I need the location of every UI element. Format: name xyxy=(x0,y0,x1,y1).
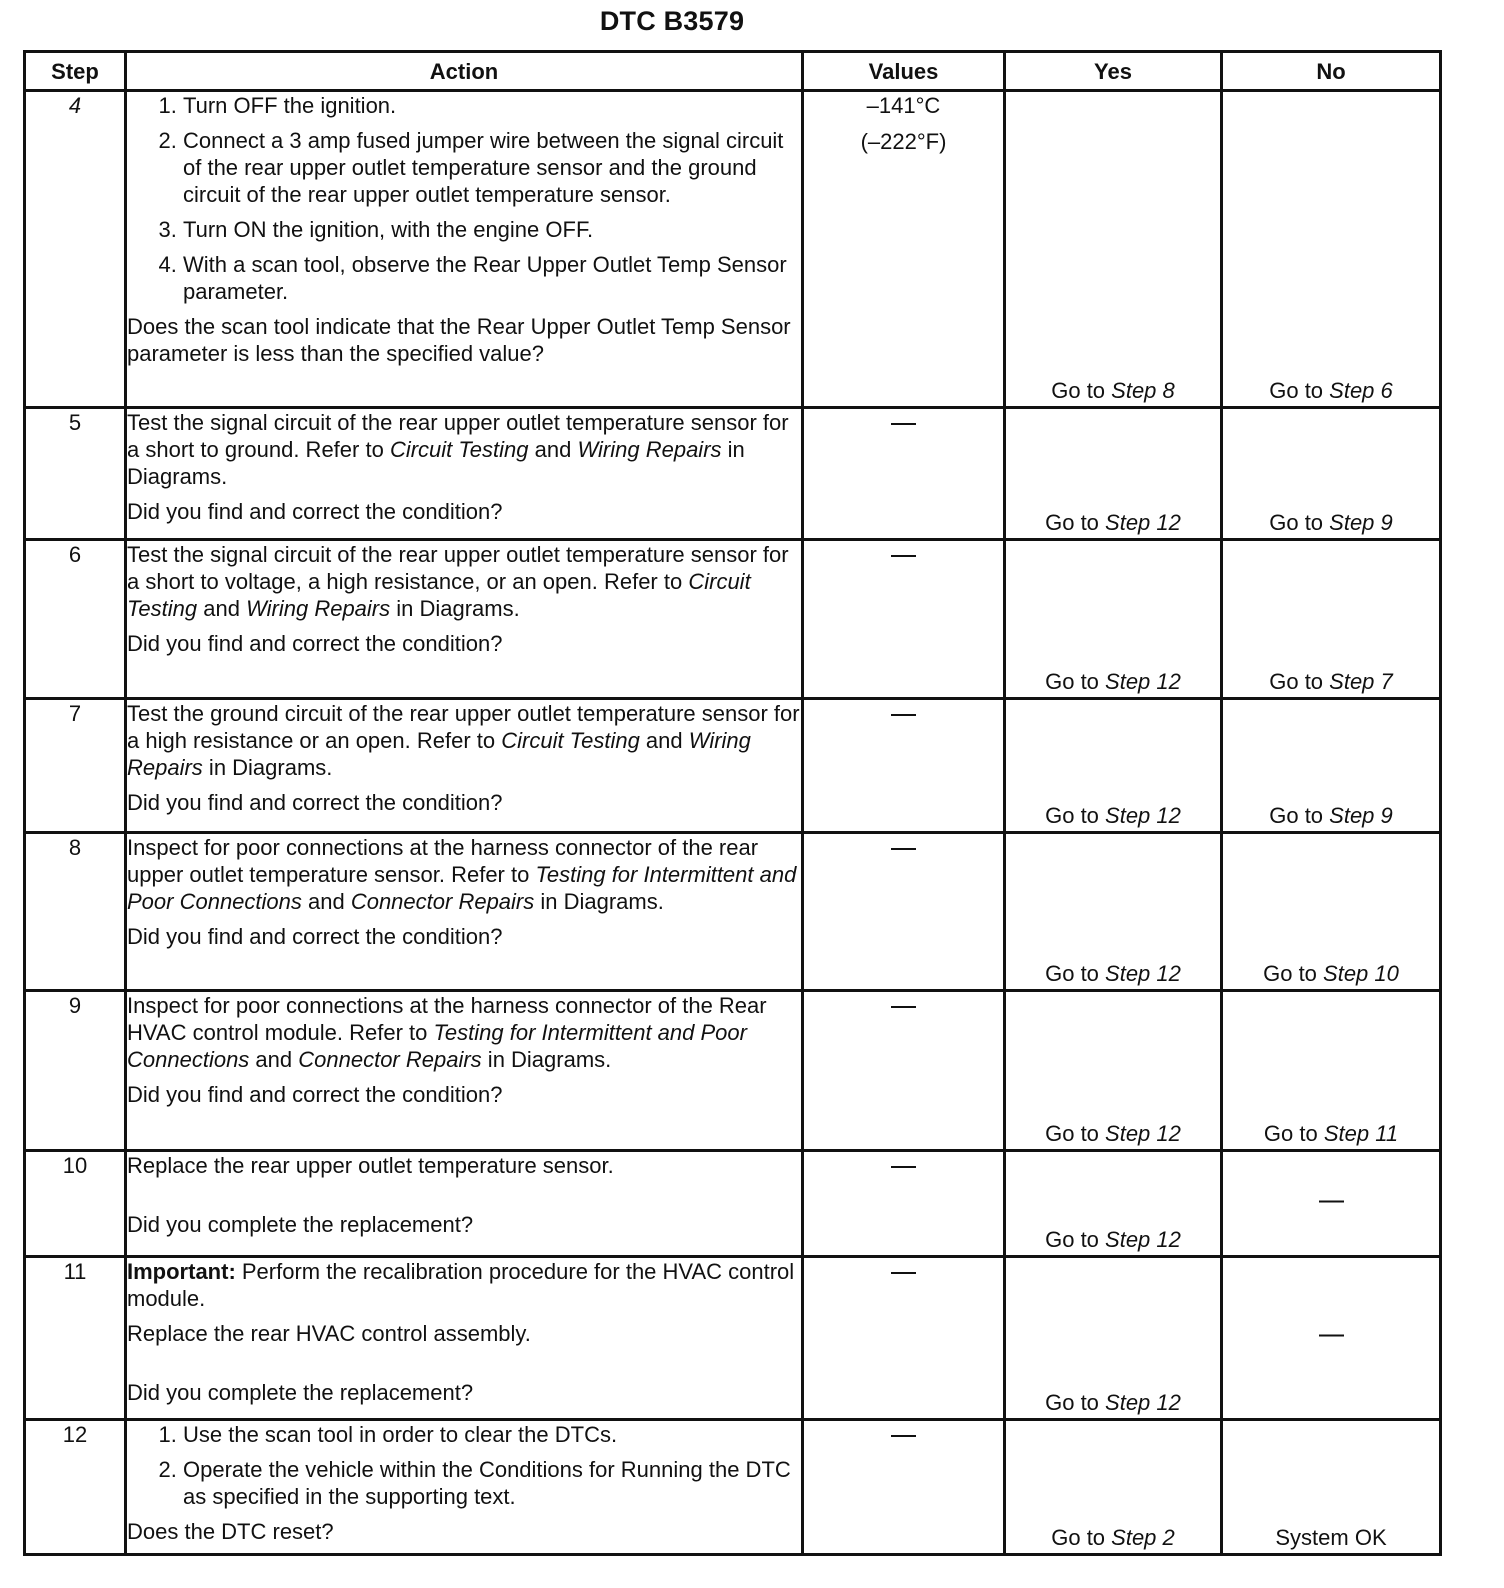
table-row xyxy=(25,991,1441,1151)
action-step: 1. Use the scan tool in order to clear the DTCs. xyxy=(183,1421,801,1448)
header-values: Values xyxy=(803,52,1005,91)
no-goto-link[interactable]: Go to Step 11 xyxy=(1263,1121,1399,1146)
no-cell xyxy=(1222,1257,1441,1420)
header-yes: Yes xyxy=(1005,52,1222,91)
yes-cell xyxy=(1005,1420,1222,1555)
action-cell xyxy=(126,1151,803,1257)
values-cell xyxy=(803,991,1005,1151)
action-cell xyxy=(126,408,803,540)
dash-placeholder xyxy=(1319,1335,1344,1337)
reference-wiring-repairs: Wiring Repairs xyxy=(246,596,391,621)
yes-goto-link[interactable]: Go to Step 12 xyxy=(1045,803,1181,828)
no-result-text: System OK xyxy=(1275,1525,1387,1550)
action-step: 2. Connect a 3 amp fused jumper wire between the signal circuit of the rear upper outlet temperature sensor and the ground circuit of the rear upper outlet temperature sensor. xyxy=(183,127,801,208)
dash-placeholder xyxy=(891,1006,916,1008)
no-cell xyxy=(1222,1420,1441,1555)
yes-cell xyxy=(1005,833,1222,991)
values-cell xyxy=(803,1151,1005,1257)
action-question: Did you complete the replacement? xyxy=(127,1380,474,1405)
yes-goto-link[interactable]: Go to Step 12 xyxy=(1045,1390,1181,1415)
values-cell xyxy=(803,1257,1005,1420)
step-number: 11 xyxy=(25,1257,126,1420)
no-cell xyxy=(1222,91,1441,408)
no-goto-link[interactable]: Go to Step 9 xyxy=(1269,510,1393,535)
reference-testing-intermittent: Testing for Intermittent and Poor Connections xyxy=(127,862,797,914)
values-cell xyxy=(803,699,1005,833)
action-text: Test the signal circuit of the rear upper outlet temperature sensor for a short to ground. Refer to Circuit Testing and Wiring Repairs in Diagrams. xyxy=(127,410,789,489)
table-row xyxy=(25,1420,1441,1555)
yes-cell xyxy=(1005,699,1222,833)
table-header-row xyxy=(25,52,1441,91)
action-text: Replace the rear upper outlet temperature sensor. xyxy=(127,1153,614,1178)
action-cell xyxy=(126,1420,803,1555)
values-cell xyxy=(803,1420,1005,1555)
dash-placeholder xyxy=(891,714,916,716)
no-cell xyxy=(1222,699,1441,833)
yes-goto-link[interactable]: Go to Step 2 xyxy=(1051,1525,1175,1550)
yes-cell xyxy=(1005,540,1222,699)
step-number: 6 xyxy=(25,540,126,699)
step-number: 5 xyxy=(25,408,126,540)
step-number: 10 xyxy=(25,1151,126,1257)
dash-placeholder xyxy=(891,1166,916,1168)
important-note: Important: Perform the recalibration procedure for the HVAC control module. xyxy=(127,1259,795,1311)
reference-connector-repairs: Connector Repairs xyxy=(350,889,535,914)
reference-connector-repairs: Connector Repairs xyxy=(298,1047,482,1072)
no-cell xyxy=(1222,540,1441,699)
step-number: 4 xyxy=(25,91,126,408)
yes-goto-link[interactable]: Go to Step 12 xyxy=(1045,1121,1181,1146)
no-goto-link[interactable]: Go to Step 6 xyxy=(1269,378,1393,403)
no-not-applicable xyxy=(1223,1321,1439,1356)
important-label: Important: xyxy=(127,1259,236,1284)
reference-testing-intermittent: Testing for Intermittent and Poor Connections xyxy=(127,1020,747,1072)
action-question: Did you find and correct the condition? xyxy=(127,924,503,949)
table-row xyxy=(25,1151,1441,1257)
action-cell xyxy=(126,991,803,1151)
values-cell xyxy=(803,833,1005,991)
header-no: No xyxy=(1222,52,1441,91)
no-cell xyxy=(1222,1151,1441,1257)
yes-cell xyxy=(1005,1257,1222,1420)
action-text: Inspect for poor connections at the harness connector of the Rear HVAC control module. Refer to Testing for Intermittent and Poor Connections and Connector Repairs in Diagrams. xyxy=(127,993,767,1072)
value-fahrenheit: (–222°F) xyxy=(860,129,947,154)
dash-placeholder xyxy=(891,848,916,850)
no-goto-link[interactable]: Go to Step 10 xyxy=(1263,961,1399,986)
action-cell xyxy=(126,540,803,699)
dash-placeholder xyxy=(891,423,916,425)
document-title: DTC B3579 xyxy=(599,6,745,36)
action-question: Did you find and correct the condition? xyxy=(127,1082,503,1107)
table-row xyxy=(25,91,1441,408)
step-number: 12 xyxy=(25,1420,126,1555)
action-question: Did you find and correct the condition? xyxy=(127,499,503,524)
yes-cell xyxy=(1005,991,1222,1151)
action-cell xyxy=(126,833,803,991)
action-step-list xyxy=(127,1421,801,1510)
no-goto-link[interactable]: Go to Step 7 xyxy=(1269,669,1393,694)
reference-circuit-testing: Circuit Testing xyxy=(127,569,751,621)
yes-goto-link[interactable]: Go to Step 12 xyxy=(1045,510,1181,535)
table-row xyxy=(25,699,1441,833)
header-action: Action xyxy=(126,52,803,91)
no-cell xyxy=(1222,991,1441,1151)
action-question: Does the DTC reset? xyxy=(127,1519,334,1544)
reference-circuit-testing: Circuit Testing xyxy=(389,437,529,462)
action-step: 3. Turn ON the ignition, with the engine OFF. xyxy=(183,216,801,243)
action-question: Did you find and correct the condition? xyxy=(127,631,503,656)
action-text: Test the ground circuit of the rear upper outlet temperature sensor for a high resistance or an open. Refer to Circuit Testing and Wiring Repairs in Diagrams. xyxy=(127,701,800,780)
step-number: 8 xyxy=(25,833,126,991)
no-goto-link[interactable]: Go to Step 9 xyxy=(1269,803,1393,828)
no-cell xyxy=(1222,408,1441,540)
yes-goto-link[interactable]: Go to Step 12 xyxy=(1045,961,1181,986)
action-cell xyxy=(126,1257,803,1420)
table-row xyxy=(25,833,1441,991)
reference-circuit-testing: Circuit Testing xyxy=(501,728,640,753)
values-cell xyxy=(803,91,1005,408)
table-row xyxy=(25,1257,1441,1420)
table-row xyxy=(25,540,1441,699)
reference-wiring-repairs: Wiring Repairs xyxy=(127,728,751,780)
reference-wiring-repairs: Wiring Repairs xyxy=(577,437,722,462)
values-cell xyxy=(803,408,1005,540)
action-cell xyxy=(126,699,803,833)
table-row xyxy=(25,408,1441,540)
action-text: Inspect for poor connections at the harness connector of the rear upper outlet temperature sensor. Refer to Testing for Intermittent and Poor Connections and Connector Repairs in Diagrams. xyxy=(127,835,797,914)
action-text: Test the signal circuit of the rear upper outlet temperature sensor for a short to voltage, a high resistance, or an open. Refer to Circuit Testing and Wiring Repairs in Diagrams. xyxy=(127,542,789,621)
dash-placeholder xyxy=(891,1272,916,1274)
yes-goto-link[interactable]: Go to Step 12 xyxy=(1045,669,1181,694)
yes-cell xyxy=(1005,408,1222,540)
no-cell xyxy=(1222,833,1441,991)
step-number: 7 xyxy=(25,699,126,833)
action-step: 2. Operate the vehicle within the Conditions for Running the DTC as specified in the supporting text. xyxy=(183,1456,801,1510)
step-number: 9 xyxy=(25,991,126,1151)
action-step: 1. Turn OFF the ignition. xyxy=(183,92,801,119)
values-cell xyxy=(803,540,1005,699)
diagnostic-table xyxy=(23,50,1442,1556)
action-text: Replace the rear HVAC control assembly. xyxy=(127,1321,531,1346)
action-cell xyxy=(126,91,803,408)
yes-goto-link[interactable]: Go to Step 8 xyxy=(1051,378,1175,403)
dash-placeholder xyxy=(1319,1200,1344,1202)
action-step-list xyxy=(127,92,801,305)
dash-placeholder xyxy=(891,555,916,557)
dash-placeholder xyxy=(891,1435,916,1437)
action-question: Did you complete the replacement? xyxy=(127,1212,474,1237)
header-step: Step xyxy=(25,52,126,91)
action-step: 4. With a scan tool, observe the Rear Upper Outlet Temp Sensor parameter. xyxy=(183,251,801,305)
yes-cell xyxy=(1005,91,1222,408)
value-celsius: –141°C xyxy=(866,93,941,118)
yes-cell xyxy=(1005,1151,1222,1257)
action-question: Did you find and correct the condition? xyxy=(127,790,503,815)
action-question: Does the scan tool indicate that the Rear Upper Outlet Temp Sensor parameter is less than the specified value? xyxy=(127,314,791,366)
no-not-applicable xyxy=(1223,1186,1439,1221)
yes-goto-link[interactable]: Go to Step 12 xyxy=(1045,1227,1181,1252)
